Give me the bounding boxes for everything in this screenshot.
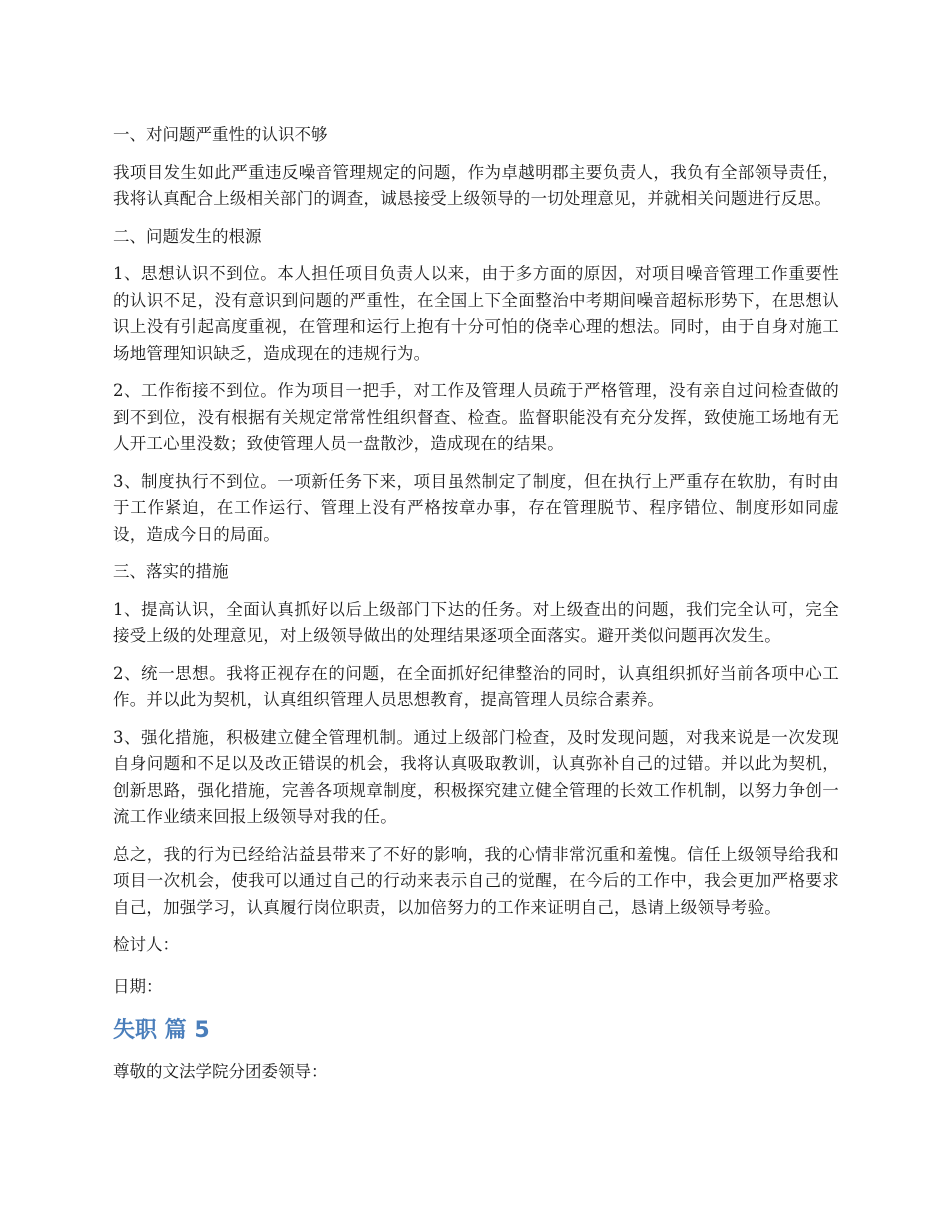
paragraph-cause-1: 1、思想认识不到位。本人担任项目负责人以来，由于多方面的原因，对项目噪音管理工作重要性的认识不足，没有意识到问题的严重性，在全国上下全面整治中考期间噪音超标形势下，在思想认识上没有引起高度重视，在管理和运行上抱有十分可怕的侥幸心理的想法。同时，由于自身对施工场地管理知识缺乏，造成现在的违规行为。 (113, 264, 839, 363)
paragraph-conclusion: 总之，我的行为已经给沾益县带来了不好的影响，我的心情非常沉重和羞愧。信任上级领导给我和项目一次机会，使我可以通过自己的行动来表示自己的觉醒，在今后的工作中，我会更加严格要求自己，加强学习，认真履行岗位职责，以加倍努力的工作来证明自己，恳请上级领导考验。 (113, 844, 839, 917)
salutation: 尊敬的文法学院分团委领导： (113, 1062, 328, 1081)
paragraph-measure-2: 2、统一思想。我将正视存在的问题，在全面抓好纪律整治的同时，认真组织抓好当前各项中心工作。并以此为契机，认真组织管理人员思想教育，提高管理人员综合素养。 (113, 663, 839, 709)
heading-measures: 三、落实的措施 (113, 562, 229, 581)
paragraph-cause-2: 2、工作衔接不到位。作为项目一把手，对工作及管理人员疏于严格管理，没有亲自过问检查做的到不到位，没有根据有关规定常常性组织督查、检查。监督职能没有充分发挥，致使施工场地有无人开工心里没数；致使管理人员一盘散沙，造成现在的结果。 (113, 381, 839, 453)
heading-root-causes: 二、问题发生的根源 (113, 226, 262, 246)
heading-problem-awareness: 一、对问题严重性的认识不够 (113, 125, 328, 144)
paragraph-measure-3: 3、强化措施，积极建立健全管理机制。通过上级部门检查，及时发现问题，对我来说是一次发现自身问题和不足以及改正错误的机会，我将认真吸取教训，认真弥补自己的过错。并以此为契机，创新思路，强化措施，完善各项规章制度，积极探究建立健全管理的长效工作机制，以努力争创一流工作业绩来回报上级领导对我的任。 (113, 727, 839, 826)
signer-line: 检讨人： (113, 935, 179, 954)
date-line: 日期： (113, 976, 163, 996)
paragraph-responsibility: 我项目发生如此严重违反噪音管理规定的问题，作为卓越明郡主要负责人，我负有全部领导责任，我将认真配合上级相关部门的调查，诚恳接受上级领导的一切处理意见，并就相关问题进行反思。 (113, 162, 839, 208)
section-title: 失职 篇 5 (113, 1018, 210, 1043)
document-page (113, 122, 839, 1101)
paragraph-measure-1: 1、提高认识，全面认真抓好以后上级部门下达的任务。对上级查出的问题，我们完全认可，完全接受上级的处理意见，对上级领导做出的处理结果逐项全面落实。避开类似问题再次发生。 (113, 599, 839, 645)
paragraph-cause-3: 3、制度执行不到位。一项新任务下来，项目虽然制定了制度，但在执行上严重存在软肋，有时由于工作紧迫，在工作运行、管理上没有严格按章办事，存在管理脱节、程序错位、制度形如同虚设，造成今日的局面。 (113, 471, 839, 544)
